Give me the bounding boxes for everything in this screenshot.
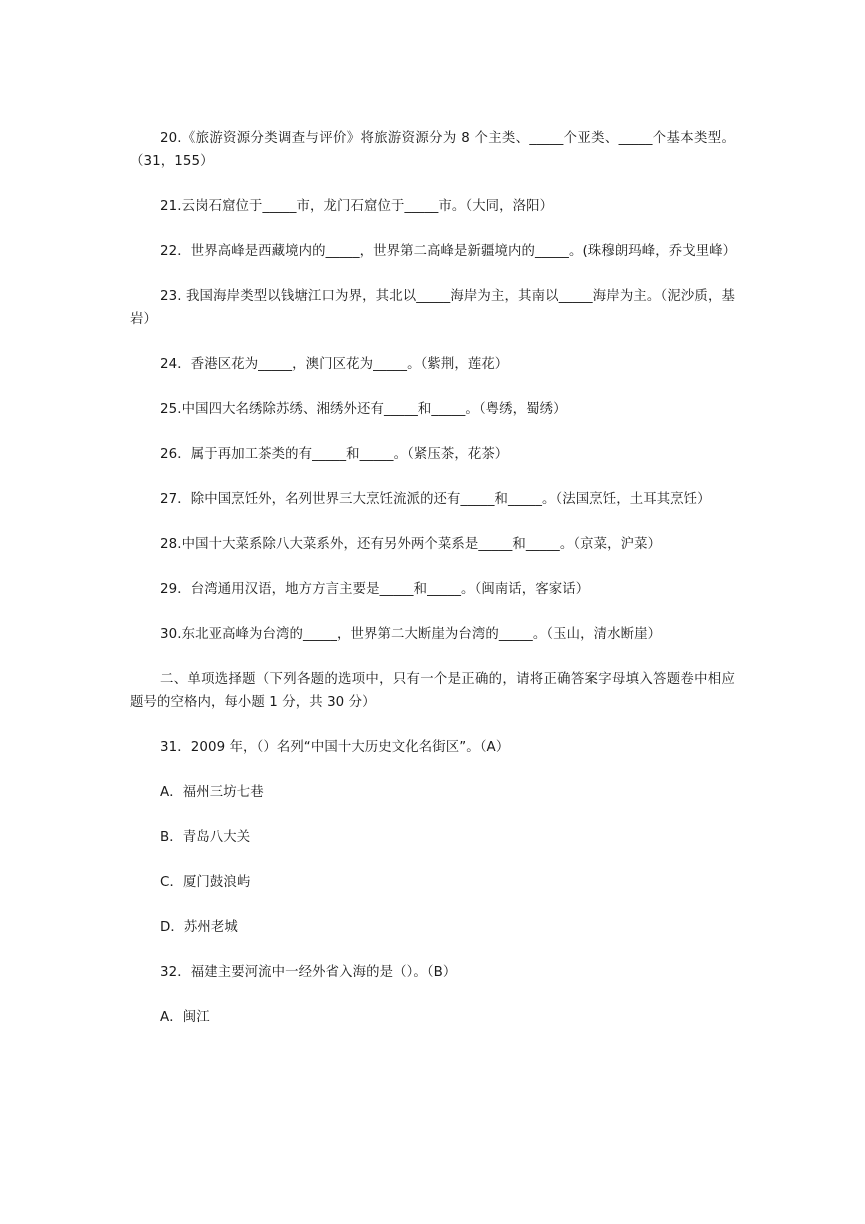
question-22: 22．世界高峰是西藏境内的_____，世界第二高峰是新疆境内的_____。(珠穆朗玛峰，乔戈里峰） <box>160 244 737 259</box>
question-20: 20.《旅游资源分类调查与评价》将旅游资源分为 8 个主类、_____个亚类、_____个基本类型。（31，155） <box>130 131 735 169</box>
question-31-option-d: D．苏州老城 <box>160 920 238 935</box>
question-29: 29．台湾通用汉语，地方方言主要是_____和_____。（闽南话，客家话） <box>160 582 590 597</box>
question-27: 27．除中国烹饪外，名列世界三大烹饪流派的还有_____和_____。（法国烹饪，土耳其烹饪） <box>160 492 711 507</box>
question-24: 24．香港区花为_____，澳门区花为_____。（紫荆，莲花） <box>160 357 509 372</box>
question-32: 32．福建主要河流中一经外省入海的是（）。（B） <box>160 965 457 980</box>
question-25: 25.中国四大名绣除苏绣、湘绣外还有_____和_____。（粤绣，蜀绣） <box>160 402 567 417</box>
question-31-option-a: A．福州三坊七巷 <box>160 785 264 800</box>
question-21: 21.云岗石窟位于_____市，龙门石窟位于_____市。（大同，洛阳） <box>160 199 554 214</box>
question-26: 26．属于再加工茶类的有_____和_____。（紧压茶，花茶） <box>160 447 509 462</box>
question-31-option-b: B．青岛八大关 <box>160 830 251 845</box>
question-31-option-c: C．厦门鼓浪屿 <box>160 875 251 890</box>
question-28: 28.中国十大菜系除八大菜系外，还有另外两个菜系是_____和_____。（京菜，沪菜） <box>160 537 662 552</box>
section-heading-single-choice: 二、单项选择题（下列各题的选项中，只有一个是正确的，请将正确答案字母填入答题卷中相应题号的空格内，每小题 1 分，共 30 分） <box>130 672 735 710</box>
question-23: 23. 我国海岸类型以钱塘江口为界，其北以_____海岸为主，其南以_____海岸为主。（泥沙质，基岩） <box>130 289 735 327</box>
question-31: 31．2009 年，（）名列“中国十大历史文化名街区”。（A） <box>160 740 510 755</box>
document-body <box>130 127 735 1051</box>
question-32-option-a: A．闽江 <box>160 1010 210 1025</box>
question-30: 30.东北亚高峰为台湾的_____，世界第二大断崖为台湾的_____。（玉山，清水断崖） <box>160 627 662 642</box>
